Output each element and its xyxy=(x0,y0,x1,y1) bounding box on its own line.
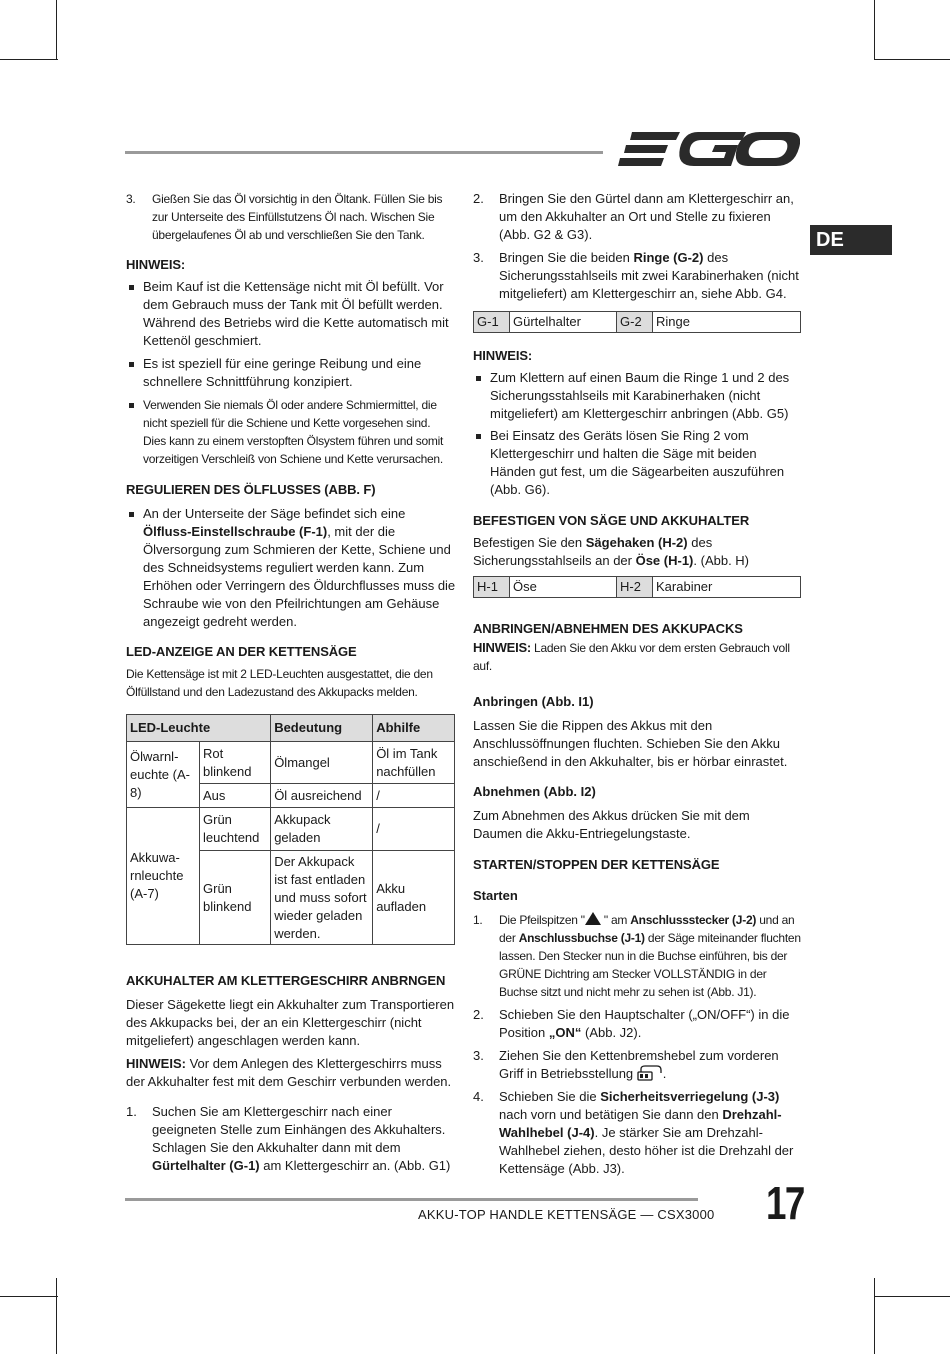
chain-brake-lever-icon xyxy=(637,1065,663,1081)
bullet-item: Bei Einsatz des Geräts lösen Sie Ring 2 vom Klettergeschirr und halten die Säge mit beiden Händen gut fest, um die Sägearbeiten auszuführen (Abb. G6). xyxy=(473,427,801,499)
hinweis-heading: HINWEIS: xyxy=(126,257,186,272)
arrowhead-icon xyxy=(585,912,601,925)
right-column xyxy=(473,190,801,1178)
footer-rule xyxy=(125,1198,698,1201)
hinweis-heading: HINWEIS: xyxy=(473,348,533,363)
page-number: 17 xyxy=(766,1177,804,1229)
oil-step-3 xyxy=(126,190,456,244)
table-cell: G-2 xyxy=(617,312,653,333)
start-step-1: 1. Die Pfeilspitzen " " am Anschlussstecker (J-2) und an der Anschlussbuchse (J-1) der Säge miteinander fluchten lassen. Den Stecker nun in die Buchse einführen, bis der GRÜNE Dichtring am Stecker VOLLSTÄNDIG in der Buchse sitzt und nicht mehr zu sehen ist (Abb. J1). xyxy=(473,913,801,999)
ego-logo xyxy=(618,128,800,177)
start-step-2: 2. Schieben Sie den Hauptschalter („ON/OFF“) in die Position „ON“ (Abb. J2). xyxy=(473,1007,790,1040)
table-cell: H-1 xyxy=(474,577,510,598)
starten-heading: STARTEN/STOPPEN DER KETTENSÄGE xyxy=(473,857,720,872)
left-column xyxy=(126,190,456,1175)
oil-flow-bullet: An der Unterseite der Säge befindet sich eine Ölfluss-Einstellschraube (F-1), mit der die Ölversorgung zum Schmieren der Kette, Schiene und des Schneidsystems reguliert werden kann. Zum Erhöhen oder Verringern des Öldurchflusses muss die Schraube wie von den Pfeilrichtungen am Gehäuse angezeigt gedreht werden. xyxy=(126,505,456,631)
table-cell: Karabiner xyxy=(653,577,801,598)
table-cell: Öse xyxy=(510,577,617,598)
step-number: 1. xyxy=(126,1104,137,1119)
akkuhalter-heading: AKKUHALTER AM KLETTERGESCHIRR ANBRNGEN xyxy=(126,973,446,988)
bullet-item: Zum Klettern auf einen Baum die Ringe 1 und 2 des Sicherungsstahlseils mit Karabinerhaken (nicht mitgeliefert) am Klettergeschirr anbringen (Abb. G5) xyxy=(473,369,801,423)
g-reference-table xyxy=(473,311,801,333)
table-cell: Akkupack geladen xyxy=(271,808,373,851)
led-table xyxy=(126,714,455,945)
crop-mark xyxy=(874,0,875,60)
step-number: 3. xyxy=(126,192,136,206)
anbringen-heading: Anbringen (Abb. I1) xyxy=(473,694,594,709)
table-cell: Der Akkupack ist fast entladen und muss sofort wieder geladen werden. xyxy=(271,851,373,945)
bullet-item: Beim Kauf ist die Kettensäge nicht mit Öl befüllt. Vor dem Gebrauch muss der Tank mit Öl befüllt werden. Während des Betriebs wird die Kette automatisch mit Kettenöl geschmiert. xyxy=(126,278,456,350)
akkupack-heading: ANBRINGEN/ABNEHMEN DES AKKUPACKS xyxy=(473,621,743,636)
crop-mark xyxy=(874,1278,875,1354)
table-cell: H-2 xyxy=(617,577,653,598)
oil-flow-heading: REGULIEREN DES ÖLFLUSSES (ABB. F) xyxy=(126,482,376,497)
akkuhalter-step-3: 3. Bringen Sie die beiden Ringe (G-2) des Sicherungsstahlseils mit zwei Karabinerhaken (nicht mitgeliefert) am Klettergeschirr an, siehe Abb. G4. xyxy=(473,250,799,301)
table-cell: Akku aufladen xyxy=(373,851,455,945)
akkuhalter-step-1: 1. Suchen Sie am Klettergeschirr nach einer geeigneten Stelle zum Einhängen des Akkuhalters. Schlagen Sie den Akkuhalter dann mit dem Gürtelhalter (G-1) am Klettergeschirr an. (Abb. G1) xyxy=(126,1104,451,1173)
table-cell: Rot blinkend xyxy=(200,742,271,784)
table-cell: Ringe xyxy=(653,312,801,333)
footer-title: AKKU-TOP HANDLE KETTENSÄGE — CSX3000 xyxy=(418,1207,715,1222)
crop-mark xyxy=(56,1278,57,1354)
akkuhalter-step-2: 2. Bringen Sie den Gürtel dann am Klettergeschirr an, um den Akkuhalter an Ort und Stelle zu fixieren (Abb. G2 & G3). xyxy=(473,191,794,242)
table-cell: Grün blinkend xyxy=(200,851,271,945)
table-cell: Akkuwa-rnleuchte (A-7) xyxy=(127,808,200,945)
table-cell: Öl ausreichend xyxy=(271,784,373,808)
table-header: LED-Leuchte xyxy=(127,715,271,742)
crop-mark xyxy=(0,1296,58,1297)
akkuhalter-text: Dieser Sägekette liegt ein Akkuhalter zum Transportieren des Akkupacks bei, der an ein Klettergeschirr (nicht mitgeliefert) angeschlagen werden kann. xyxy=(126,997,455,1048)
step-number: 2. xyxy=(473,1007,484,1022)
befestigen-heading: BEFESTIGEN VON SÄGE UND AKKUHALTER xyxy=(473,513,750,528)
step-number: 3. xyxy=(473,250,484,265)
start-step-4: 4. Schieben Sie die Sicherheitsverriegelung (J-3) nach vorn und betätigen Sie dann den Drehzahl-Wahlhebel (J-4). Je stärker Sie am Drehzahl-Wahlhebel ziehen, desto höher ist die Drehzahl der Kettensäge (Abb. J3). xyxy=(473,1089,794,1176)
language-tab: DE xyxy=(810,225,892,255)
ego-logo-graphic xyxy=(618,128,800,172)
step-text: Gießen Sie das Öl vorsichtig in den Öltank. Füllen Sie bis zur Unterseite des Einfüllstutzens Öl nach. Wischen Sie übergelaufenes Öl ab und verschließen Sie den Tank. xyxy=(152,192,443,242)
table-cell: Gürtelhalter xyxy=(510,312,617,333)
akkupack-hinweis: HINWEIS: Laden Sie den Akku vor dem ersten Gebrauch voll auf. xyxy=(473,640,790,673)
crop-mark xyxy=(874,1296,950,1297)
befestigen-text: Befestigen Sie den Sägehaken (H-2) des Sicherungsstahlseils an der Öse (H-1). (Abb. H) xyxy=(473,535,750,568)
table-cell: G-1 xyxy=(474,312,510,333)
table-cell: Ölmangel xyxy=(271,742,373,784)
table-header: Bedeutung xyxy=(271,715,373,742)
step-number: 2. xyxy=(473,191,484,206)
header-rule xyxy=(125,151,603,154)
start-step-3: 3. Ziehen Sie den Kettenbremshebel zum vorderen Griff in Betriebsstellung . xyxy=(473,1048,779,1081)
akkuhalter-hinweis: HINWEIS: Vor dem Anlegen des Klettergeschirrs muss der Akkuhalter fest mit dem Geschirr verbunden werden. xyxy=(126,1056,452,1089)
step-number: 3. xyxy=(473,1048,484,1063)
abnehmen-heading: Abnehmen (Abb. I2) xyxy=(473,784,596,799)
table-cell: / xyxy=(373,808,455,851)
bullet-item: Verwenden Sie niemals Öl oder andere Schmiermittel, die nicht speziell für die Schiene und Kette vorgesehen sind. Dies kann zu einem verstopften Ölsystem führen und somit vorzeitigen Verschleiß von Schiene und Kette verursachen. xyxy=(126,396,456,468)
bullet-item: Es ist speziell für eine geringe Reibung und eine schnellere Schnittführung konzipiert. xyxy=(126,355,456,391)
led-heading: LED-ANZEIGE AN DER KETTENSÄGE xyxy=(126,644,357,659)
table-cell: Öl im Tank nachfüllen xyxy=(373,742,455,784)
step-number: 4. xyxy=(473,1089,484,1104)
table-cell: / xyxy=(373,784,455,808)
table-cell: Grün leuchtend xyxy=(200,808,271,851)
crop-mark xyxy=(56,0,57,60)
table-header: Abhilfe xyxy=(373,715,455,742)
crop-mark xyxy=(874,59,950,60)
led-intro: Die Kettensäge ist mit 2 LED-Leuchten ausgestattet, die den Ölfüllstand und den Ladezustand des Akkupacks melden. xyxy=(126,667,433,699)
table-cell: Aus xyxy=(200,784,271,808)
crop-mark xyxy=(0,59,58,60)
h-reference-table xyxy=(473,576,801,598)
starten-subheading: Starten xyxy=(473,888,518,903)
table-cell: Ölwarnl-euchte (A-8) xyxy=(127,742,200,808)
abnehmen-text: Zum Abnehmen des Akkus drücken Sie mit dem Daumen die Akku-Entriegelungstaste. xyxy=(473,808,750,841)
anbringen-text: Lassen Sie die Rippen des Akkus mit den Anschlussöffnungen fluchten. Schieben Sie den Akku anschießend in den Akkuhalter, bis er hörbar einrastet. xyxy=(473,718,788,769)
step-number: 1. xyxy=(473,913,483,927)
